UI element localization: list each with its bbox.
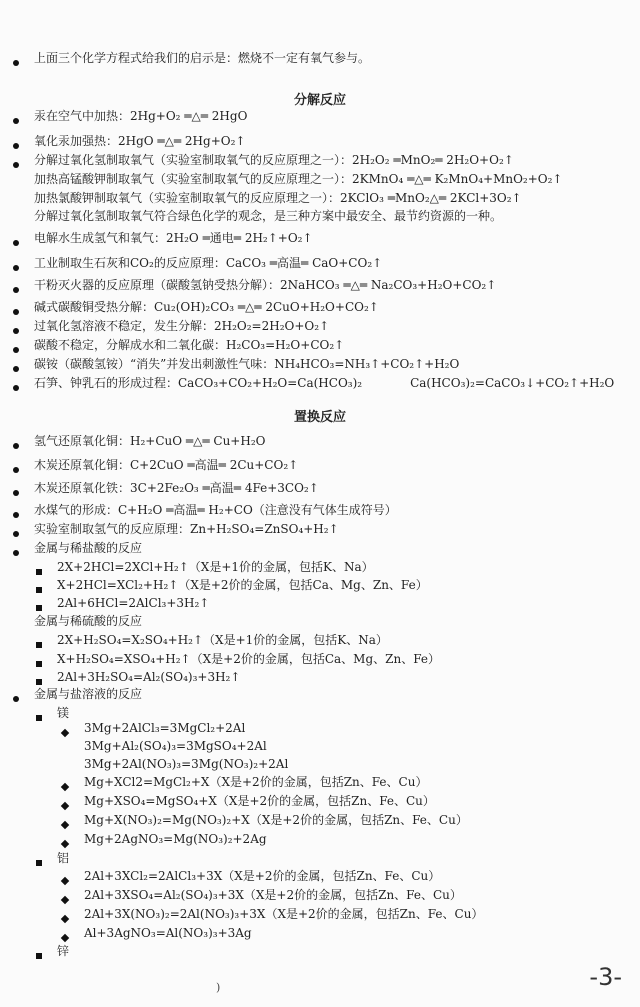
equation-line: 工业制取生石灰和CO₂的反应原理：CaCO₃ ═高温═ CaO+CO₂↑ [34, 256, 383, 270]
bullet-square [36, 569, 42, 575]
bullet-dot [13, 385, 19, 391]
bullet-square [36, 605, 42, 611]
bullet-dot [13, 60, 19, 66]
page-number: -3- [589, 963, 622, 991]
bullet-diamond [61, 821, 69, 829]
bullet-square [36, 642, 42, 648]
equation-line: 2Al+3X(NO₃)₂=2Al(NO₃)₃+3X（X是+2价的金属，包括Zn、Fe、Cu） [84, 907, 484, 921]
equation-line: 汞在空气中加热：2Hg+O₂ ═△═ 2HgO [34, 109, 248, 123]
equation-line: 碱式碳酸铜受热分解：Cu₂(OH)₂CO₃ ═△═ 2CuO+H₂O+CO₂↑ [34, 300, 379, 314]
equation-line: 碳酸不稳定，分解成水和二氧化碳：H₂CO₃=H₂O+CO₂↑ [34, 338, 345, 352]
bullet-square [36, 860, 42, 866]
equation-line: Mg+XSO₄=MgSO₄+X（X是+2价的金属，包括Zn、Fe、Cu） [84, 794, 435, 808]
equation-line: Mg+X(NO₃)₂=Mg(NO₃)₂+X（X是+2价的金属，包括Zn、Fe、Cu） [84, 813, 468, 827]
equation-line: 氧化汞加强热：2HgO ═△═ 2Hg+O₂↑ [34, 134, 246, 148]
section-title-decomposition: 分解反应 [293, 93, 346, 108]
bullet-square [36, 679, 42, 685]
equation-line: 3Mg+Al₂(SO₄)₃=3MgSO₄+2Al [84, 739, 267, 753]
equation-line: 2Al+3XCl₂=2AlCl₃+3X（X是+2价的金属，包括Zn、Fe、Cu） [84, 869, 441, 883]
bullet-dot [13, 531, 19, 537]
bullet-dot [13, 696, 19, 702]
section-title-displacement: 置换反应 [293, 410, 346, 425]
bullet-diamond [61, 877, 69, 885]
equation-line: 3Mg+2AlCl₃=3MgCl₂+2Al [84, 721, 246, 735]
equation-line: 加热高锰酸钾制取氧气（实验室制取氧气的反应原理之一）：2KMnO₄ ═△═ K₂MnO₄+MnO₂+O₂↑ [34, 172, 563, 186]
bullet-diamond [61, 934, 69, 942]
equation-line: 2X+H₂SO₄=X₂SO₄+H₂↑（X是+1价的金属，包括K、Na） [57, 633, 388, 647]
bullet-square [36, 953, 42, 959]
equation-line: 加热氯酸钾制取氧气（实验室制取氧气的反应原理之一）：2KClO₃ ═MnO₂△═ 2KCl+3O₂↑ [34, 191, 522, 205]
subsection-label: 金属与稀盐酸的反应 [34, 541, 143, 555]
metal-label: 镁 [57, 706, 70, 720]
bullet-diamond [61, 896, 69, 904]
equation-line: 干粉灭火器的反应原理（碳酸氢钠受热分解）：2NaHCO₃ ═△═ Na₂CO₃+H₂O+CO₂↑ [34, 278, 497, 292]
bullet-dot [13, 118, 19, 124]
equation-line: 2Al+6HCl=2AlCl₃+3H₂↑ [57, 596, 210, 610]
bullet-dot [13, 347, 19, 353]
bullet-dot [13, 467, 19, 473]
bullet-dot [13, 328, 19, 334]
equation-line: 2Al+3H₂SO₄=Al₂(SO₄)₃+3H₂↑ [57, 670, 241, 684]
bullet-diamond [61, 915, 69, 923]
equation-line: 水煤气的形成：C+H₂O ═高温═ H₂+CO（注意没有气体生成符号） [34, 503, 397, 517]
equation-line: X+2HCl=XCl₂+H₂↑（X是+2价的金属，包括Ca、Mg、Zn、Fe） [57, 578, 428, 592]
equation-line: 实验室制取氢气的反应原理：Zn+H₂SO₄=ZnSO₄+H₂↑ [34, 522, 339, 536]
equation-line: 石笋、钟乳石的形成过程：CaCO₃+CO₂+H₂O=Ca(HCO₃)₂ Ca(HCO₃)₂=CaCO₃↓+CO₂↑+H₂O [34, 376, 615, 390]
bullet-dot [13, 443, 19, 449]
equation-line: 木炭还原氧化铁：3C+2Fe₂O₃ ═高温═ 4Fe+3CO₂↑ [34, 481, 319, 495]
note-line: 分解过氧化氢制取氧气符合绿色化学的观念，是三种方案中最安全、最节约资源的一种。 [34, 209, 503, 223]
bullet-diamond [61, 840, 69, 848]
subsection-label: 金属与盐溶液的反应 [34, 687, 143, 701]
equation-line: Al+3AgNO₃=Al(NO₃)₃+3Ag [84, 926, 252, 940]
bullet-dot [13, 143, 19, 149]
bullet-dot [13, 162, 19, 168]
bullet-square [36, 587, 42, 593]
bullet-dot [13, 265, 19, 271]
bullet-dot [13, 240, 19, 246]
metal-label: 锌 [57, 944, 70, 958]
stray-parenthesis: ) [216, 981, 221, 994]
bullet-dot [13, 366, 19, 372]
bullet-diamond [61, 783, 69, 791]
bullet-diamond [61, 802, 69, 810]
bullet-dot [13, 512, 19, 518]
equation-line: 木炭还原氧化铜：C+2CuO ═高温═ 2Cu+CO₂↑ [34, 458, 299, 472]
bullet-dot [13, 490, 19, 496]
bullet-dot [13, 287, 19, 293]
equation-line: 3Mg+2Al(NO₃)₃=3Mg(NO₃)₂+2Al [84, 757, 289, 771]
equation-line: 电解水生成氢气和氧气：2H₂O ═通电═ 2H₂↑+O₂↑ [34, 231, 313, 245]
equation-line: X+H₂SO₄=XSO₄+H₂↑（X是+2价的金属，包括Ca、Mg、Zn、Fe） [57, 652, 440, 666]
subsection-label: 金属与稀硫酸的反应 [34, 614, 143, 628]
equation-line: 氢气还原氧化铜：H₂+CuO ═△═ Cu+H₂O [34, 434, 266, 448]
equation-line: 碳铵（碳酸氢铵）“消失”并发出刺激性气味：NH₄HCO₃=NH₃↑+CO₂↑+H₂O [34, 357, 460, 371]
equation-line: Mg+2AgNO₃=Mg(NO₃)₂+2Ag [84, 832, 267, 846]
bullet-square [36, 715, 42, 721]
bullet-dot [13, 309, 19, 315]
bullet-square [36, 661, 42, 667]
equation-line: 分解过氧化氢制取氧气（实验室制取氧气的反应原理之一）：2H₂O₂ ═MnO₂═ 2H₂O+O₂↑ [34, 153, 514, 167]
bullet-dot [13, 550, 19, 556]
intro-text: 上面三个化学方程式给我们的启示是：燃烧不一定有氧气参与。 [34, 51, 371, 65]
metal-label: 铝 [57, 851, 70, 865]
equation-line: 过氧化氢溶液不稳定，发生分解：2H₂O₂=2H₂O+O₂↑ [34, 319, 330, 333]
bullet-diamond [61, 729, 69, 737]
equation-line: 2Al+3XSO₄=Al₂(SO₄)₃+3X（X是+2价的金属，包括Zn、Fe、Cu） [84, 888, 462, 902]
equation-line: Mg+XCl2=MgCl₂+X（X是+2价的金属，包括Zn、Fe、Cu） [84, 775, 428, 789]
equation-line: 2X+2HCl=2XCl+H₂↑（X是+1价的金属，包括K、Na） [57, 560, 374, 574]
